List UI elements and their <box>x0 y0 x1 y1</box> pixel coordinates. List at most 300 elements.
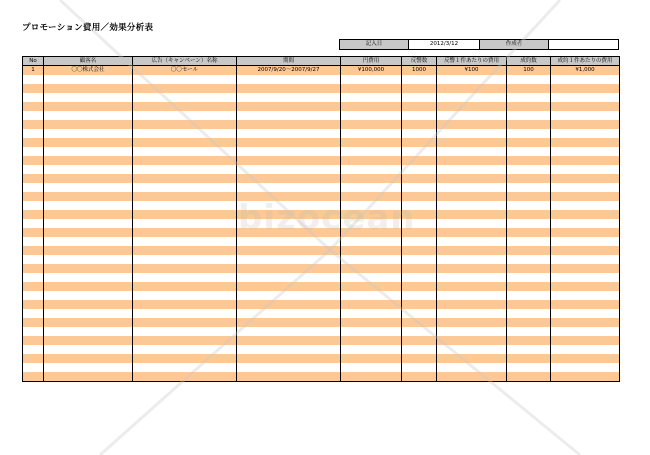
cell-responses[interactable] <box>402 345 437 354</box>
cell-period[interactable] <box>237 120 341 129</box>
cell-customer[interactable] <box>44 210 133 219</box>
cell-period[interactable] <box>237 336 341 345</box>
cell-cost-per-response[interactable] <box>437 300 507 309</box>
cell-responses[interactable] <box>402 327 437 336</box>
cell-cost-per-contract[interactable] <box>551 291 620 300</box>
cell-responses[interactable]: 1000 <box>402 66 437 76</box>
cell-cost-per-contract[interactable] <box>551 246 620 255</box>
cell-contracts[interactable] <box>507 111 551 120</box>
cell-cost-per-contract[interactable] <box>551 363 620 372</box>
cell-period[interactable] <box>237 165 341 174</box>
cell-customer[interactable] <box>44 345 133 354</box>
cell-contracts[interactable] <box>507 120 551 129</box>
cell-no[interactable] <box>23 147 44 156</box>
cell-customer[interactable] <box>44 192 133 201</box>
cell-period[interactable] <box>237 156 341 165</box>
cell-responses[interactable] <box>402 201 437 210</box>
cell-cost[interactable] <box>341 291 402 300</box>
cell-cost[interactable] <box>341 165 402 174</box>
cell-contracts[interactable] <box>507 354 551 363</box>
cell-responses[interactable] <box>402 156 437 165</box>
cell-customer[interactable] <box>44 138 133 147</box>
cell-no[interactable] <box>23 111 44 120</box>
cell-responses[interactable] <box>402 264 437 273</box>
cell-cost[interactable] <box>341 264 402 273</box>
cell-period[interactable] <box>237 138 341 147</box>
cell-cost-per-contract[interactable] <box>551 183 620 192</box>
cell-no[interactable] <box>23 237 44 246</box>
cell-cost-per-response[interactable] <box>437 327 507 336</box>
cell-cost-per-response[interactable] <box>437 129 507 138</box>
cell-no[interactable] <box>23 282 44 291</box>
cell-no[interactable] <box>23 174 44 183</box>
cell-contracts[interactable] <box>507 165 551 174</box>
cell-cost-per-response[interactable] <box>437 84 507 93</box>
cell-no[interactable] <box>23 201 44 210</box>
cell-cost-per-contract[interactable] <box>551 120 620 129</box>
cell-no[interactable] <box>23 255 44 264</box>
cell-contracts[interactable] <box>507 309 551 318</box>
cell-cost-per-response[interactable]: ¥100 <box>437 66 507 76</box>
cell-no[interactable] <box>23 300 44 309</box>
cell-no[interactable] <box>23 93 44 102</box>
cell-no[interactable] <box>23 264 44 273</box>
cell-cost[interactable] <box>341 228 402 237</box>
cell-cost-per-contract[interactable] <box>551 309 620 318</box>
cell-responses[interactable] <box>402 309 437 318</box>
cell-cost-per-contract[interactable] <box>551 372 620 382</box>
cell-customer[interactable] <box>44 111 133 120</box>
cell-campaign[interactable] <box>133 282 237 291</box>
cell-campaign[interactable]: 〇〇セール <box>133 66 237 76</box>
cell-cost[interactable] <box>341 345 402 354</box>
cell-cost[interactable] <box>341 237 402 246</box>
cell-campaign[interactable] <box>133 210 237 219</box>
cell-responses[interactable] <box>402 111 437 120</box>
cell-customer[interactable] <box>44 93 133 102</box>
cell-cost-per-response[interactable] <box>437 354 507 363</box>
cell-campaign[interactable] <box>133 147 237 156</box>
cell-customer[interactable] <box>44 255 133 264</box>
cell-campaign[interactable] <box>133 246 237 255</box>
cell-responses[interactable] <box>402 165 437 174</box>
cell-period[interactable] <box>237 147 341 156</box>
cell-cost-per-response[interactable] <box>437 255 507 264</box>
cell-responses[interactable] <box>402 363 437 372</box>
cell-customer[interactable] <box>44 300 133 309</box>
cell-cost-per-response[interactable] <box>437 120 507 129</box>
cell-responses[interactable] <box>402 147 437 156</box>
cell-contracts[interactable] <box>507 237 551 246</box>
cell-cost-per-contract[interactable] <box>551 84 620 93</box>
cell-cost-per-response[interactable] <box>437 345 507 354</box>
cell-customer[interactable] <box>44 264 133 273</box>
cell-contracts[interactable] <box>507 264 551 273</box>
cell-no[interactable] <box>23 363 44 372</box>
cell-cost-per-response[interactable] <box>437 75 507 84</box>
cell-no[interactable] <box>23 183 44 192</box>
cell-period[interactable] <box>237 210 341 219</box>
cell-campaign[interactable] <box>133 192 237 201</box>
cell-cost-per-contract[interactable] <box>551 201 620 210</box>
cell-period[interactable] <box>237 111 341 120</box>
cell-customer[interactable] <box>44 282 133 291</box>
cell-cost[interactable] <box>341 102 402 111</box>
cell-period[interactable] <box>237 129 341 138</box>
cell-cost[interactable] <box>341 300 402 309</box>
cell-campaign[interactable] <box>133 129 237 138</box>
cell-customer[interactable] <box>44 165 133 174</box>
cell-campaign[interactable] <box>133 111 237 120</box>
cell-cost-per-contract[interactable] <box>551 318 620 327</box>
cell-contracts[interactable] <box>507 327 551 336</box>
cell-period[interactable] <box>237 237 341 246</box>
cell-campaign[interactable] <box>133 264 237 273</box>
cell-campaign[interactable] <box>133 183 237 192</box>
cell-contracts[interactable] <box>507 246 551 255</box>
cell-cost-per-response[interactable] <box>437 282 507 291</box>
cell-cost[interactable] <box>341 255 402 264</box>
cell-campaign[interactable] <box>133 345 237 354</box>
cell-contracts[interactable] <box>507 336 551 345</box>
cell-no[interactable] <box>23 291 44 300</box>
cell-contracts[interactable] <box>507 174 551 183</box>
cell-cost-per-contract[interactable] <box>551 354 620 363</box>
cell-cost-per-response[interactable] <box>437 372 507 382</box>
cell-contracts[interactable] <box>507 147 551 156</box>
cell-contracts[interactable] <box>507 228 551 237</box>
cell-no[interactable] <box>23 354 44 363</box>
cell-customer[interactable] <box>44 327 133 336</box>
cell-cost-per-response[interactable] <box>437 174 507 183</box>
cell-cost-per-contract[interactable] <box>551 93 620 102</box>
cell-responses[interactable] <box>402 336 437 345</box>
cell-period[interactable] <box>237 84 341 93</box>
cell-cost[interactable] <box>341 273 402 282</box>
cell-cost-per-contract[interactable] <box>551 75 620 84</box>
cell-cost-per-contract[interactable] <box>551 156 620 165</box>
cell-cost-per-response[interactable] <box>437 183 507 192</box>
cell-cost-per-contract[interactable] <box>551 345 620 354</box>
cell-contracts[interactable] <box>507 318 551 327</box>
cell-no[interactable] <box>23 246 44 255</box>
cell-customer[interactable] <box>44 129 133 138</box>
cell-cost-per-response[interactable] <box>437 93 507 102</box>
cell-campaign[interactable] <box>133 237 237 246</box>
cell-cost-per-response[interactable] <box>437 111 507 120</box>
cell-customer[interactable] <box>44 219 133 228</box>
cell-contracts[interactable] <box>507 210 551 219</box>
cell-contracts[interactable] <box>507 201 551 210</box>
cell-responses[interactable] <box>402 255 437 264</box>
cell-cost[interactable] <box>341 363 402 372</box>
cell-period[interactable] <box>237 300 341 309</box>
cell-no[interactable] <box>23 210 44 219</box>
cell-campaign[interactable] <box>133 273 237 282</box>
cell-campaign[interactable] <box>133 228 237 237</box>
cell-customer[interactable] <box>44 354 133 363</box>
cell-contracts[interactable] <box>507 345 551 354</box>
cell-period[interactable] <box>237 363 341 372</box>
cell-campaign[interactable] <box>133 120 237 129</box>
cell-cost-per-response[interactable] <box>437 336 507 345</box>
cell-responses[interactable] <box>402 372 437 382</box>
cell-cost-per-contract[interactable] <box>551 327 620 336</box>
cell-no[interactable] <box>23 192 44 201</box>
cell-cost[interactable] <box>341 84 402 93</box>
cell-cost-per-response[interactable] <box>437 147 507 156</box>
cell-no[interactable] <box>23 372 44 382</box>
cell-cost-per-contract[interactable] <box>551 102 620 111</box>
cell-cost-per-response[interactable] <box>437 246 507 255</box>
cell-period[interactable] <box>237 282 341 291</box>
cell-customer[interactable] <box>44 318 133 327</box>
cell-period[interactable] <box>237 255 341 264</box>
cell-customer[interactable] <box>44 246 133 255</box>
cell-cost-per-contract[interactable] <box>551 165 620 174</box>
cell-campaign[interactable] <box>133 75 237 84</box>
cell-cost-per-response[interactable] <box>437 210 507 219</box>
cell-contracts[interactable] <box>507 138 551 147</box>
cell-cost[interactable] <box>341 354 402 363</box>
cell-cost-per-contract[interactable] <box>551 129 620 138</box>
cell-cost[interactable] <box>341 156 402 165</box>
cell-cost-per-contract[interactable] <box>551 174 620 183</box>
cell-campaign[interactable] <box>133 354 237 363</box>
cell-period[interactable] <box>237 309 341 318</box>
cell-cost[interactable] <box>341 75 402 84</box>
cell-cost-per-response[interactable] <box>437 201 507 210</box>
cell-responses[interactable] <box>402 93 437 102</box>
cell-no[interactable] <box>23 84 44 93</box>
cell-cost-per-contract[interactable] <box>551 147 620 156</box>
cell-cost[interactable] <box>341 174 402 183</box>
cell-responses[interactable] <box>402 246 437 255</box>
cell-period[interactable] <box>237 264 341 273</box>
cell-customer[interactable] <box>44 372 133 382</box>
cell-contracts[interactable] <box>507 84 551 93</box>
cell-no[interactable] <box>23 75 44 84</box>
cell-period[interactable] <box>237 318 341 327</box>
cell-responses[interactable] <box>402 129 437 138</box>
cell-cost-per-contract[interactable] <box>551 138 620 147</box>
cell-responses[interactable] <box>402 75 437 84</box>
cell-customer[interactable]: 〇〇株式会社 <box>44 66 133 76</box>
cell-no[interactable] <box>23 129 44 138</box>
cell-cost[interactable] <box>341 147 402 156</box>
cell-cost-per-response[interactable] <box>437 219 507 228</box>
cell-period[interactable] <box>237 192 341 201</box>
cell-cost-per-contract[interactable] <box>551 336 620 345</box>
cell-period[interactable] <box>237 102 341 111</box>
cell-campaign[interactable] <box>133 174 237 183</box>
cell-responses[interactable] <box>402 210 437 219</box>
cell-no[interactable] <box>23 219 44 228</box>
cell-no[interactable] <box>23 156 44 165</box>
cell-no[interactable] <box>23 318 44 327</box>
cell-campaign[interactable] <box>133 327 237 336</box>
cell-customer[interactable] <box>44 75 133 84</box>
cell-contracts[interactable] <box>507 219 551 228</box>
cell-period[interactable] <box>237 174 341 183</box>
cell-cost-per-response[interactable] <box>437 228 507 237</box>
cell-period[interactable] <box>237 183 341 192</box>
cell-cost[interactable] <box>341 120 402 129</box>
cell-contracts[interactable] <box>507 156 551 165</box>
cell-contracts[interactable] <box>507 75 551 84</box>
cell-campaign[interactable] <box>133 84 237 93</box>
cell-responses[interactable] <box>402 138 437 147</box>
cell-cost-per-contract[interactable] <box>551 192 620 201</box>
cell-customer[interactable] <box>44 309 133 318</box>
cell-cost-per-response[interactable] <box>437 165 507 174</box>
cell-cost-per-contract[interactable] <box>551 210 620 219</box>
cell-customer[interactable] <box>44 228 133 237</box>
cell-contracts[interactable] <box>507 291 551 300</box>
cell-no[interactable] <box>23 327 44 336</box>
cell-cost[interactable] <box>341 318 402 327</box>
cell-cost-per-contract[interactable] <box>551 300 620 309</box>
cell-cost-per-response[interactable] <box>437 264 507 273</box>
cell-no[interactable] <box>23 336 44 345</box>
cell-cost[interactable] <box>341 372 402 382</box>
cell-customer[interactable] <box>44 102 133 111</box>
cell-cost[interactable] <box>341 219 402 228</box>
cell-campaign[interactable] <box>133 138 237 147</box>
cell-no[interactable] <box>23 273 44 282</box>
cell-customer[interactable] <box>44 273 133 282</box>
cell-period[interactable] <box>237 291 341 300</box>
cell-responses[interactable] <box>402 120 437 129</box>
cell-cost-per-response[interactable] <box>437 237 507 246</box>
cell-campaign[interactable] <box>133 219 237 228</box>
cell-responses[interactable] <box>402 174 437 183</box>
cell-period[interactable] <box>237 273 341 282</box>
cell-no[interactable] <box>23 102 44 111</box>
cell-period[interactable]: 2007/9/20〜2007/9/27 <box>237 66 341 76</box>
cell-period[interactable] <box>237 219 341 228</box>
cell-cost-per-contract[interactable] <box>551 264 620 273</box>
cell-responses[interactable] <box>402 282 437 291</box>
cell-customer[interactable] <box>44 147 133 156</box>
cell-cost-per-response[interactable] <box>437 363 507 372</box>
cell-period[interactable] <box>237 354 341 363</box>
cell-no[interactable] <box>23 138 44 147</box>
cell-contracts[interactable] <box>507 183 551 192</box>
cell-cost[interactable] <box>341 282 402 291</box>
cell-cost[interactable] <box>341 201 402 210</box>
cell-campaign[interactable] <box>133 156 237 165</box>
cell-responses[interactable] <box>402 291 437 300</box>
cell-no[interactable] <box>23 309 44 318</box>
cell-cost[interactable] <box>341 210 402 219</box>
cell-cost[interactable] <box>341 111 402 120</box>
cell-customer[interactable] <box>44 120 133 129</box>
cell-cost[interactable] <box>341 129 402 138</box>
cell-contracts[interactable] <box>507 372 551 382</box>
cell-customer[interactable] <box>44 291 133 300</box>
cell-customer[interactable] <box>44 183 133 192</box>
cell-cost-per-response[interactable] <box>437 291 507 300</box>
cell-responses[interactable] <box>402 273 437 282</box>
cell-contracts[interactable] <box>507 129 551 138</box>
cell-no[interactable] <box>23 228 44 237</box>
cell-cost-per-response[interactable] <box>437 156 507 165</box>
cell-cost-per-contract[interactable] <box>551 255 620 264</box>
cell-customer[interactable] <box>44 237 133 246</box>
cell-cost[interactable] <box>341 93 402 102</box>
cell-period[interactable] <box>237 345 341 354</box>
cell-responses[interactable] <box>402 183 437 192</box>
cell-cost-per-contract[interactable]: ¥1,000 <box>551 66 620 76</box>
cell-cost-per-contract[interactable] <box>551 228 620 237</box>
cell-cost-per-response[interactable] <box>437 192 507 201</box>
cell-cost[interactable] <box>341 246 402 255</box>
cell-cost-per-response[interactable] <box>437 273 507 282</box>
cell-campaign[interactable] <box>133 300 237 309</box>
cell-contracts[interactable] <box>507 93 551 102</box>
cell-period[interactable] <box>237 228 341 237</box>
cell-cost-per-response[interactable] <box>437 318 507 327</box>
cell-contracts[interactable]: 100 <box>507 66 551 76</box>
cell-responses[interactable] <box>402 300 437 309</box>
cell-cost-per-contract[interactable] <box>551 219 620 228</box>
cell-contracts[interactable] <box>507 255 551 264</box>
cell-no[interactable] <box>23 165 44 174</box>
cell-cost-per-contract[interactable] <box>551 237 620 246</box>
cell-contracts[interactable] <box>507 282 551 291</box>
cell-responses[interactable] <box>402 192 437 201</box>
cell-campaign[interactable] <box>133 255 237 264</box>
cell-responses[interactable] <box>402 228 437 237</box>
cell-campaign[interactable] <box>133 309 237 318</box>
cell-campaign[interactable] <box>133 291 237 300</box>
cell-responses[interactable] <box>402 102 437 111</box>
cell-contracts[interactable] <box>507 363 551 372</box>
cell-customer[interactable] <box>44 84 133 93</box>
cell-cost-per-response[interactable] <box>437 138 507 147</box>
cell-cost[interactable] <box>341 192 402 201</box>
cell-contracts[interactable] <box>507 102 551 111</box>
cell-cost-per-response[interactable] <box>437 309 507 318</box>
cell-cost[interactable] <box>341 138 402 147</box>
cell-customer[interactable] <box>44 363 133 372</box>
cell-responses[interactable] <box>402 219 437 228</box>
cell-period[interactable] <box>237 75 341 84</box>
cell-campaign[interactable] <box>133 318 237 327</box>
cell-customer[interactable] <box>44 336 133 345</box>
cell-customer[interactable] <box>44 174 133 183</box>
cell-cost[interactable] <box>341 336 402 345</box>
entry-date-value[interactable]: 2012/3/12 <box>409 40 480 50</box>
cell-campaign[interactable] <box>133 165 237 174</box>
cell-cost[interactable] <box>341 183 402 192</box>
cell-customer[interactable] <box>44 156 133 165</box>
cell-responses[interactable] <box>402 318 437 327</box>
cell-campaign[interactable] <box>133 363 237 372</box>
cell-no[interactable] <box>23 345 44 354</box>
cell-campaign[interactable] <box>133 336 237 345</box>
cell-responses[interactable] <box>402 84 437 93</box>
author-value[interactable] <box>549 40 619 50</box>
cell-period[interactable] <box>237 372 341 382</box>
cell-contracts[interactable] <box>507 192 551 201</box>
cell-campaign[interactable] <box>133 93 237 102</box>
cell-responses[interactable] <box>402 354 437 363</box>
cell-cost[interactable]: ¥100,000 <box>341 66 402 76</box>
cell-cost-per-response[interactable] <box>437 102 507 111</box>
cell-period[interactable] <box>237 201 341 210</box>
